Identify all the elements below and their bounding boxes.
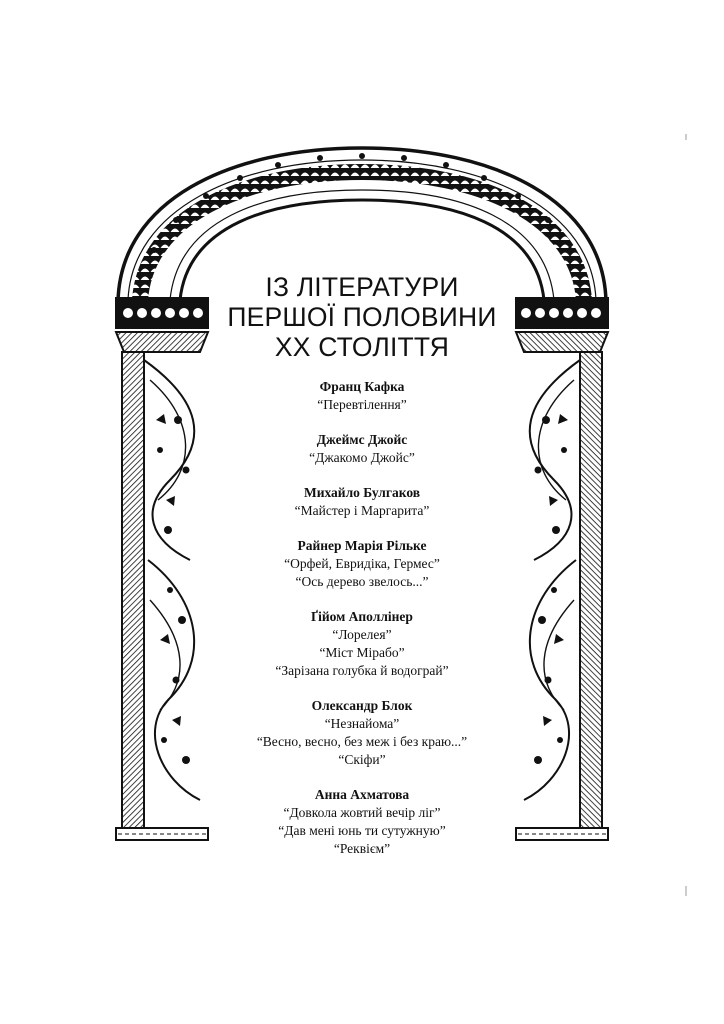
author-name: Олександр Блок <box>311 698 413 713</box>
work-title: “Весно, весно, без меж і без краю...” <box>256 734 468 749</box>
section-title <box>212 272 512 362</box>
list-item <box>212 537 512 591</box>
author-name: Михайло Булгаков <box>303 485 421 500</box>
author-name: Райнер Марія Рільке <box>297 538 427 553</box>
work-title: “Реквієм” <box>333 841 391 856</box>
list-item <box>212 431 512 467</box>
right-pillar <box>516 298 608 840</box>
author-name: Анна Ахматова <box>314 787 410 802</box>
work-title: “Орфей, Евридіка, Гермес” <box>284 556 440 571</box>
work-title: “Джакомо Джойс” <box>309 450 415 465</box>
work-title: “Незнайома” <box>324 716 400 731</box>
work-title: “Лорелея” <box>332 627 392 642</box>
work-title: “Перевтілення” <box>317 397 407 412</box>
list-item <box>212 378 512 414</box>
work-title: “Ось дерево звелось...” <box>295 574 429 589</box>
work-title: “Майстер і Маргарита” <box>294 503 430 518</box>
list-item <box>212 608 512 680</box>
works-list <box>212 378 512 875</box>
title-line-2: ПЕРШОЇ ПОЛОВИНИ <box>227 302 497 332</box>
list-item <box>212 484 512 520</box>
work-title: “Дав мені юнь ти сутужную” <box>278 823 446 838</box>
author-name: Ґійом Аполлінер <box>311 609 413 624</box>
author-name: Джеймс Джойс <box>316 432 408 447</box>
list-item <box>212 786 512 858</box>
work-title: “Міст Мірабо” <box>319 645 405 660</box>
left-pillar <box>116 298 208 840</box>
work-title: “Зарізана голубка й водограй” <box>275 663 449 678</box>
list-item <box>212 697 512 769</box>
title-line-1: ІЗ ЛІТЕРАТУРИ <box>265 272 459 302</box>
title-line-3: ХХ СТОЛІТТЯ <box>274 332 450 362</box>
work-title: “Довкола жовтий вечір ліг” <box>283 805 441 820</box>
work-title: “Скіфи” <box>338 752 386 767</box>
author-name: Франц Кафка <box>319 379 405 394</box>
